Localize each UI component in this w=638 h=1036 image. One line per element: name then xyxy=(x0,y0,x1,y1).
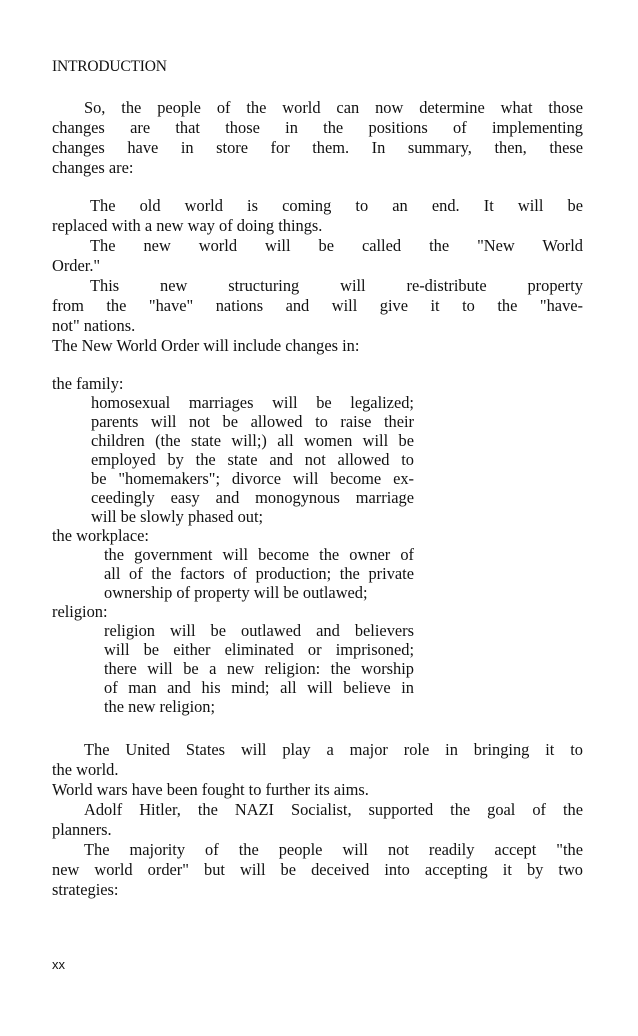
family-line-5: be "homemakers"; divorce will become ex- xyxy=(91,469,414,488)
para9-line-1: The majority of the people will not readily accept "the xyxy=(84,840,583,859)
religion-line-3: there will be a new religion: the worship xyxy=(104,659,414,678)
para7-line: World wars have been fought to further its aims. xyxy=(52,780,369,799)
religion-line-2: will be either eliminated or imprisoned; xyxy=(104,640,414,659)
para1-line-1: So, the people of the world can now determine what those xyxy=(84,98,583,117)
workplace-line-2: all of the factors of production; the private xyxy=(104,564,414,583)
family-line-2: parents will not be allowed to raise their xyxy=(91,412,414,431)
religion-line-1: religion will be outlawed and believers xyxy=(104,621,414,640)
para9-line-2: new world order" but will be deceived into accepting it by two xyxy=(52,860,583,879)
family-line-4: employed by the state and not allowed to xyxy=(91,450,414,469)
religion-line-5: the new religion; xyxy=(104,697,216,716)
para4-line-2: from the "have" nations and will give it to the "have- xyxy=(52,296,583,315)
para6-line-1: The United States will play a major role in bringing it to xyxy=(84,740,583,759)
workplace-line-1: the government will become the owner of xyxy=(104,545,414,564)
para2-line-1: The old world is coming to an end. It will be xyxy=(90,196,583,215)
family-line-6: ceedingly easy and monogynous marriage xyxy=(91,488,414,507)
para1-line-3: changes have in store for them. In summary, then, these xyxy=(52,138,583,157)
religion-line-4: of man and his mind; all will believe in xyxy=(104,678,414,697)
chapter-header: INTRODUCTION xyxy=(52,58,167,75)
para8-line-2: planners. xyxy=(52,820,112,839)
para9-line-3: strategies: xyxy=(52,880,119,899)
para4-line-1: This new structuring will re-distribute property xyxy=(90,276,583,295)
para1-line-2: changes are that those in the positions of implementing xyxy=(52,118,583,137)
para6-line-2: the world. xyxy=(52,760,119,779)
family-label: the family: xyxy=(52,374,124,393)
para1-line-4: changes are: xyxy=(52,158,134,177)
workplace-line-3: ownership of property will be outlawed; xyxy=(104,583,368,602)
book-page xyxy=(52,0,583,1036)
para8-line-1: Adolf Hitler, the NAZI Socialist, supported the goal of the xyxy=(84,800,583,819)
para2-line-2: replaced with a new way of doing things. xyxy=(52,216,323,235)
para5-line: The New World Order will include changes in: xyxy=(52,336,360,355)
para4-line-3: not" nations. xyxy=(52,316,136,335)
workplace-label: the workplace: xyxy=(52,526,149,545)
family-line-1: homosexual marriages will be legalized; xyxy=(91,393,414,412)
family-line-7: will be slowly phased out; xyxy=(91,507,264,526)
page-number: xx xyxy=(52,957,65,972)
para3-line-1: The new world will be called the "New World xyxy=(90,236,583,255)
para3-line-2: Order." xyxy=(52,256,101,275)
religion-label: religion: xyxy=(52,602,108,621)
family-line-3: children (the state will;) all women will be xyxy=(91,431,414,450)
